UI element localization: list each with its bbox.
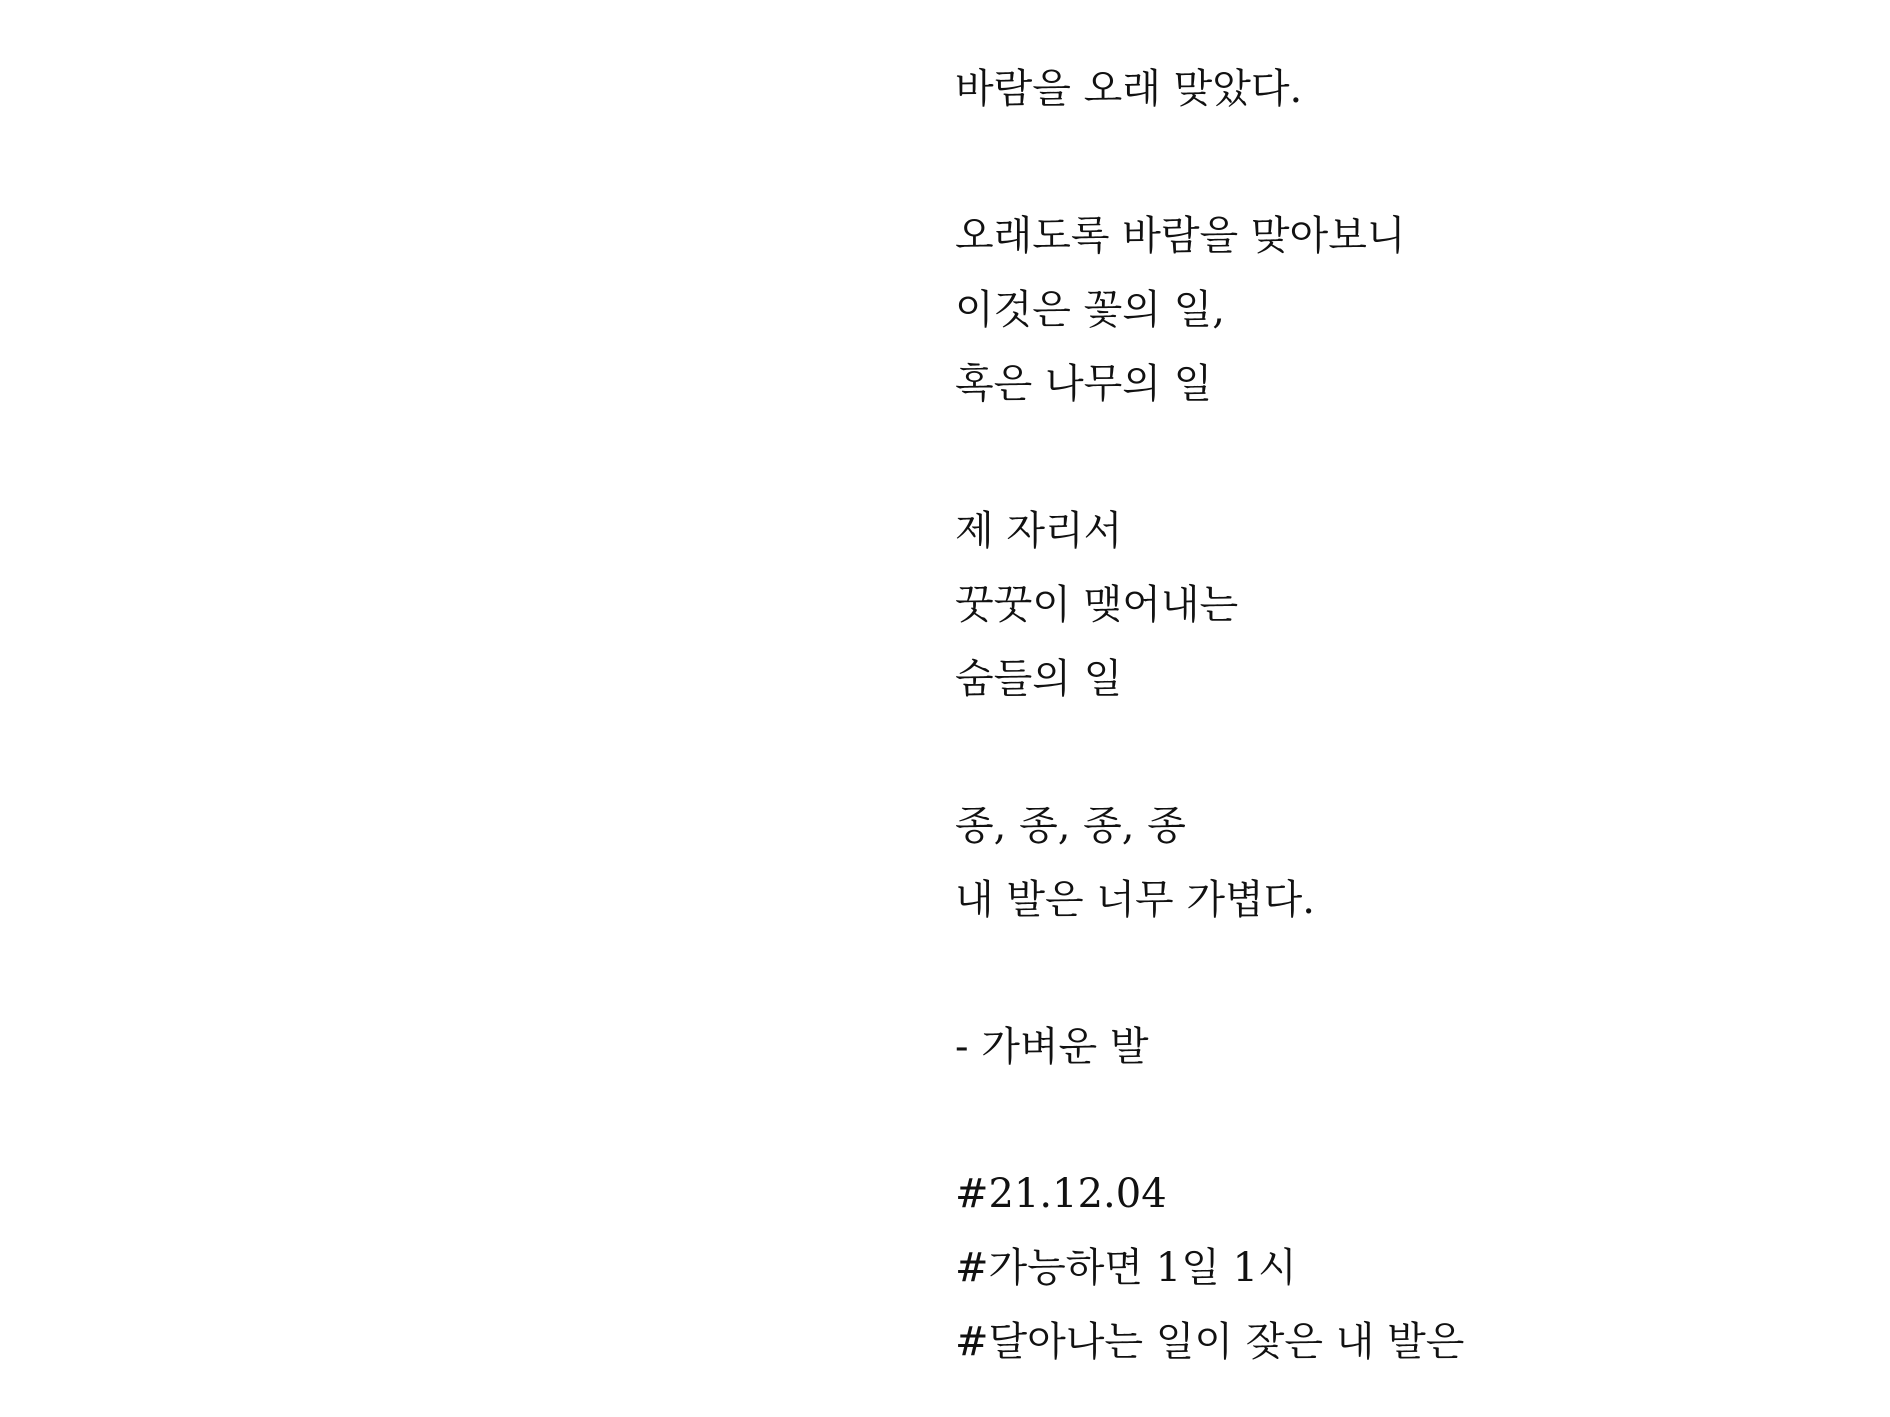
poem-line: 내 발은 너무 가볍다. (955, 877, 1315, 923)
stanza-gap (955, 947, 1464, 1020)
poem-line: 오래도록 바람을 맞아보니 (955, 213, 1406, 259)
stanza-gap (955, 136, 1464, 209)
poem-line: 꿋꿋이 맺어내는 (955, 582, 1239, 628)
poem-line: 이것은 꽃의 일, (955, 287, 1225, 333)
poem-line: 숨들의 일 (955, 656, 1123, 702)
stanza-gap (955, 1094, 1464, 1167)
hashtag: #달아나는 일이 잦은 내 발은 (955, 1319, 1465, 1365)
poem-line: 혹은 나무의 일 (955, 361, 1213, 407)
poem-text (955, 62, 1464, 1389)
hashtag-date: #21.12.04 (955, 1171, 1167, 1217)
poem-signature: - 가벼운 발 (955, 1024, 1149, 1070)
poem-line: 바람을 오래 맞았다. (955, 66, 1303, 112)
hashtag: #가능하면 1일 1시 (955, 1245, 1297, 1291)
stanza-gap (955, 726, 1464, 799)
stanza-gap (955, 431, 1464, 504)
poem-line: 제 자리서 (955, 508, 1123, 554)
poem-line: 종, 종, 종, 종 (955, 803, 1186, 849)
